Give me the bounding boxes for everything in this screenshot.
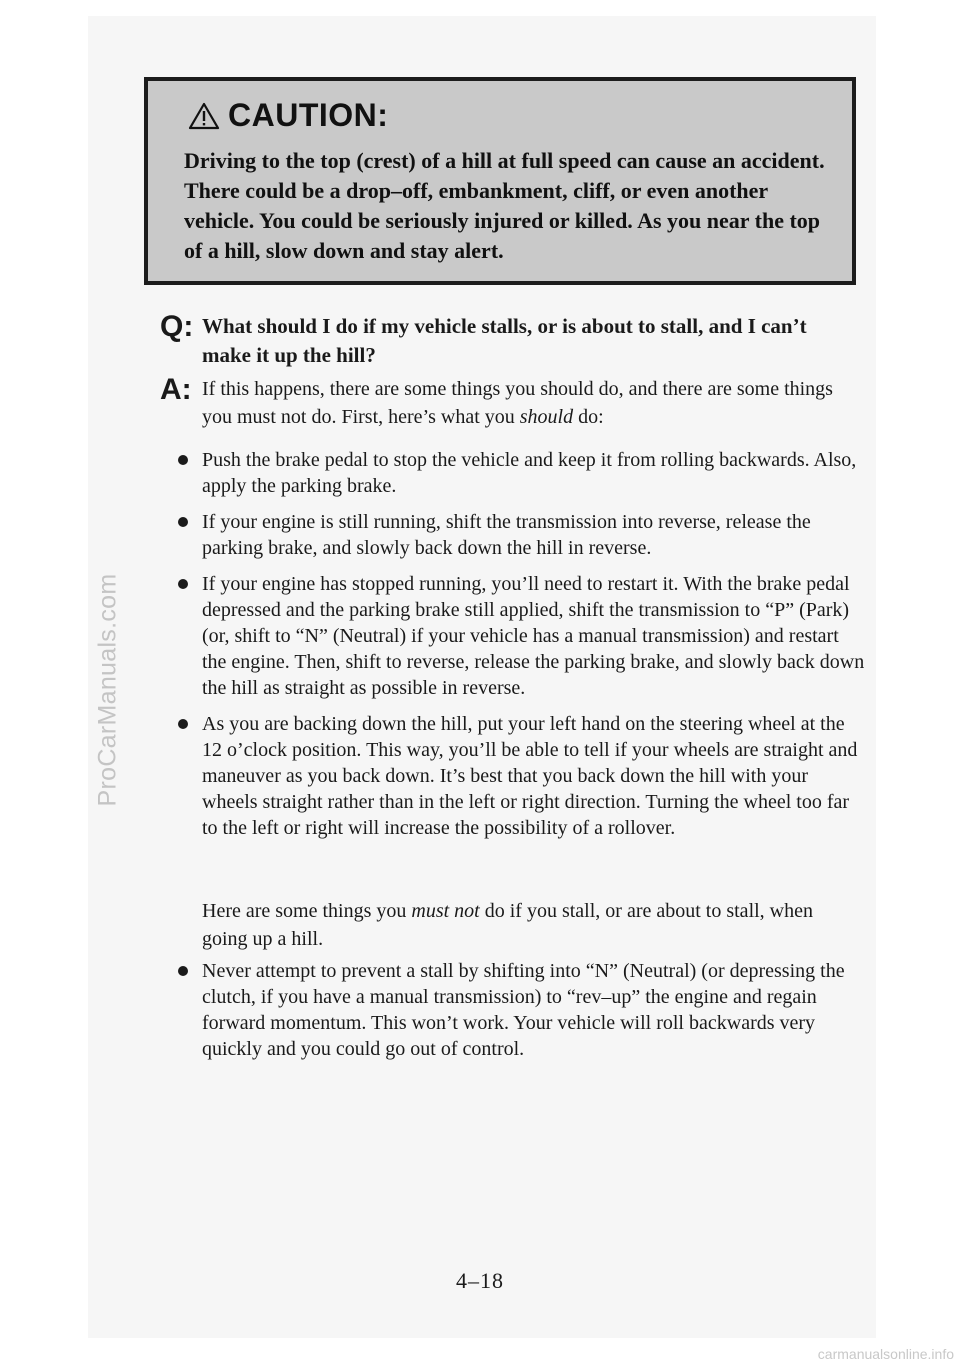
- answer-text-start: If this happens, there are some things you should do, and there are some things you must not do. First, here’s what you: [202, 378, 833, 428]
- should-do-list: [178, 447, 868, 841]
- page-number: 4–18: [456, 1268, 504, 1293]
- list-item: [178, 571, 868, 701]
- list-item: [178, 447, 868, 499]
- list-item: [178, 711, 868, 841]
- caution-text: Driving to the top (crest) of a hill at full speed can cause an accident. There could be a drop–off, embankment, cliff, or even another vehicle. You could be seriously injured or killed. As you near the top of a hill, slow down and stay alert.: [184, 148, 825, 263]
- answer-label: A:: [160, 373, 192, 406]
- list-item-text: If your engine is still running, shift the transmission into reverse, release the parking brake, and slowly back down the hill in reverse.: [202, 511, 811, 559]
- bullet-icon: [178, 517, 188, 527]
- list-item-text: Push the brake pedal to stop the vehicle and keep it from rolling backwards. Also, apply the parking brake.: [202, 449, 857, 497]
- question-label: Q:: [160, 310, 194, 343]
- warning-triangle-icon: [188, 102, 220, 130]
- list-item-text: If your engine has stopped running, you’ll need to restart it. With the brake pedal depressed and the parking brake still applied, shift the transmission to “P” (Park) (or, shift to “N” (Neutral) if your vehicle has a manual transmission) and restart the engine. Then, shift to reverse, release the parking brake, and slowly back down the hill as straight as possible in reverse.: [202, 573, 865, 699]
- question-block: [160, 312, 860, 370]
- note-text-end: do if you stall, or are about to stall, when going up a hill.: [202, 900, 813, 950]
- must-not-list: [178, 958, 868, 1062]
- bullet-icon: [178, 579, 188, 589]
- question-text: What should I do if my vehicle stalls, or is about to stall, and I can’t make it up the hill?: [202, 314, 807, 367]
- bullet-icon: [178, 455, 188, 465]
- list-item-text: As you are backing down the hill, put your left hand on the steering wheel at the 12 o’clock position. This way, you’ll be able to tell if your wheels are straight and maneuver as you back down. It’s best that you back down the hill with your wheels straight rather than in the left or right direction. Turning the wheel too far to the left or right will increase the possibility of a rollover.: [202, 713, 858, 839]
- caution-title: CAUTION:: [228, 97, 389, 133]
- list-item: [178, 509, 868, 561]
- note-emphasis: must not: [411, 900, 480, 922]
- bullet-icon: [178, 719, 188, 729]
- note-text-start: Here are some things you: [202, 900, 412, 922]
- must-not-intro: [202, 897, 862, 953]
- answer-emphasis: should: [519, 406, 574, 428]
- footer-watermark: carmanualsonline.info: [817, 1346, 954, 1362]
- answer-text-end: do:: [573, 406, 604, 428]
- bullet-icon: [178, 966, 188, 976]
- list-item: [178, 958, 868, 1062]
- side-watermark: ProCarManuals.com: [93, 573, 122, 807]
- answer-block: [160, 375, 860, 431]
- answer-text: [202, 375, 860, 431]
- caution-header: [188, 97, 826, 134]
- caution-box: [144, 77, 856, 285]
- list-item-text: Never attempt to prevent a stall by shifting into “N” (Neutral) (or depressing the clutch, if you have a manual transmission) to “rev–up” the engine and regain forward momentum. This won’t work. Your vehicle will roll backwards very quickly and you could go out of control.: [202, 960, 845, 1060]
